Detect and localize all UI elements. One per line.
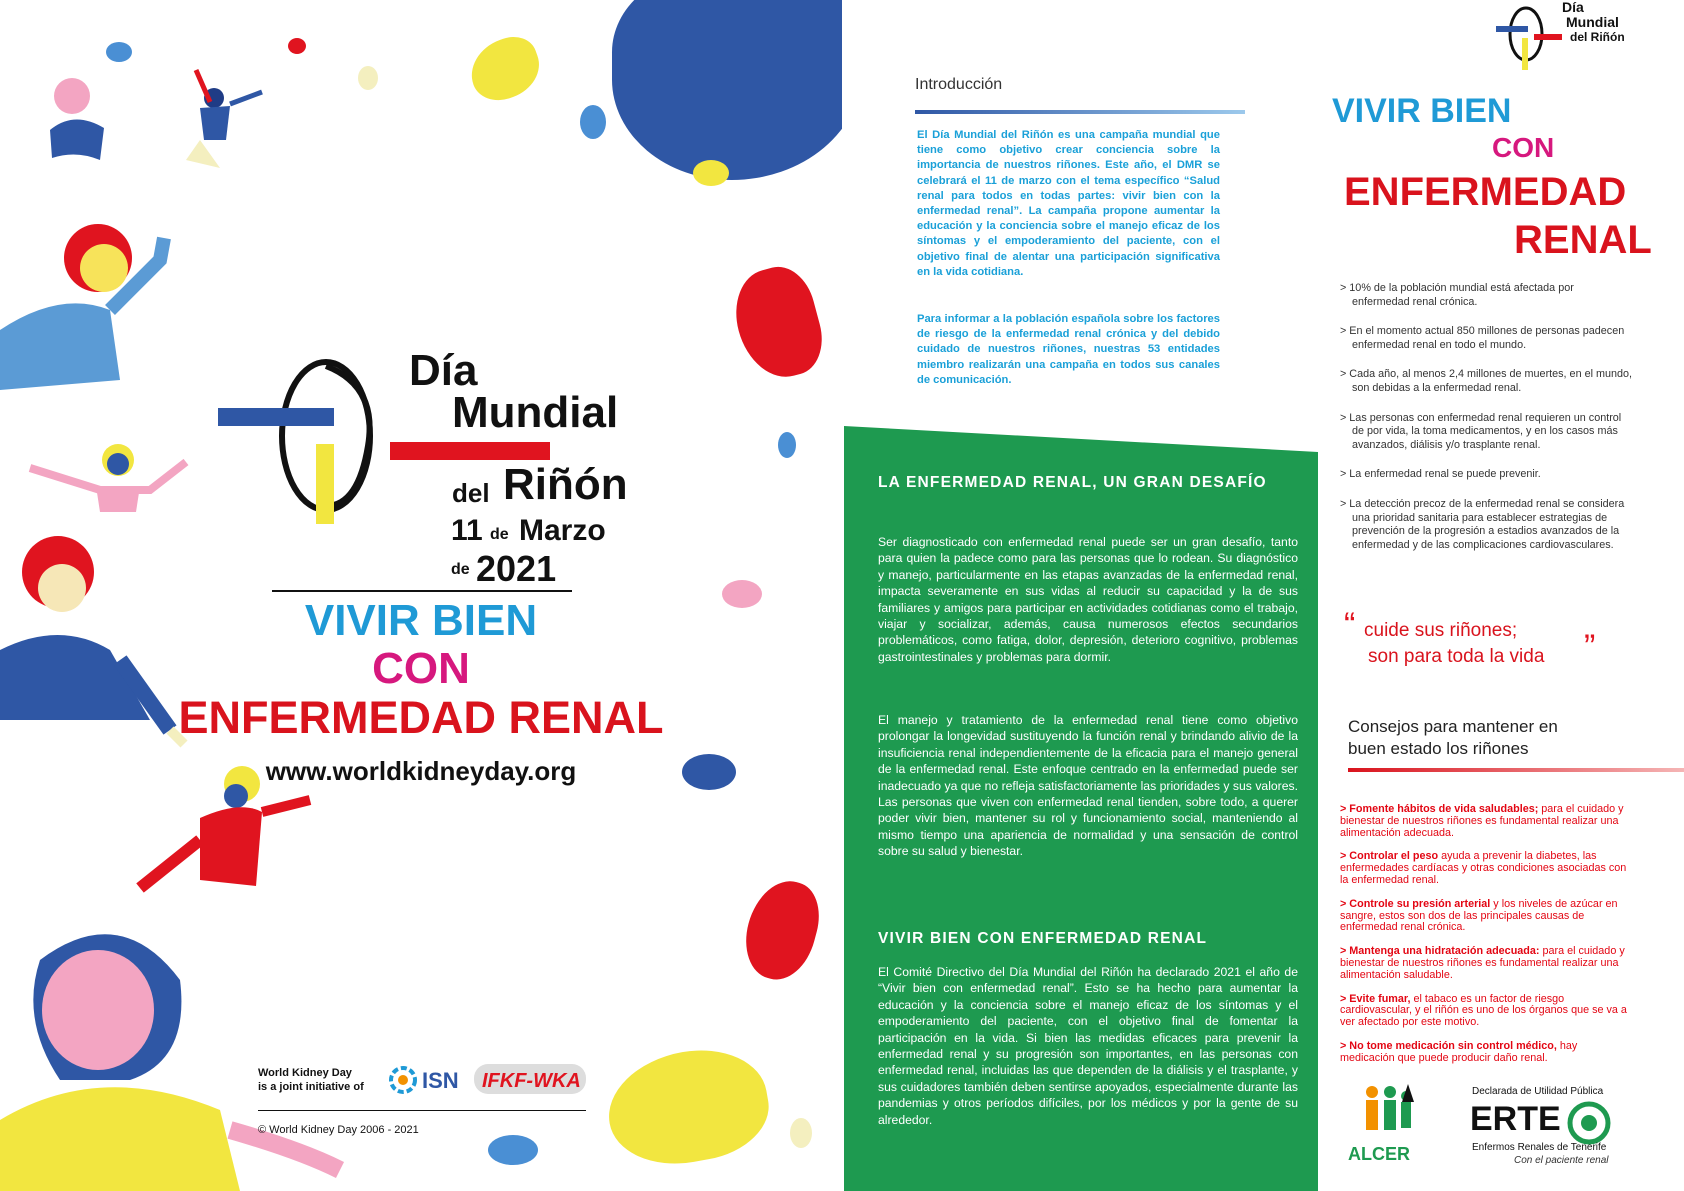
close-quote-icon: ” <box>1584 628 1596 666</box>
logo-line-rinon: Riñón <box>503 460 628 509</box>
fact-item: > Cada año, al menos 2,4 millones de muertes, en el mundo, son debidas a la enfermedad renal. <box>1340 368 1632 394</box>
erte-logo-icon <box>1566 1100 1612 1146</box>
initiative-line2: is a joint initiative of <box>258 1081 364 1093</box>
fact-item: > En el momento actual 850 millones de personas padecen enfermedad renal en todo el mundo. <box>1340 325 1625 351</box>
leaflet-title-line3: ENFERMEDAD <box>1344 170 1627 214</box>
quote-line1: cuide sus riñones; <box>1364 620 1518 641</box>
green-heading2: VIVIR BIEN CON ENFERMEDAD RENAL <box>878 930 1208 947</box>
tip-item <box>1340 899 1632 934</box>
erte-top-text: Declarada de Utilidad Pública <box>1472 1086 1604 1097</box>
logo-date-de-year: de <box>451 561 470 578</box>
fact-item: > La detección precoz de la enfermedad renal se considera una prioridad sanitaria para establecer estrategias de prevención de la progresión a estadios avanzados de la enfermedad y de las complicaciones cardiovasculares. <box>1340 497 1625 551</box>
logo-date-day: 11 <box>451 514 483 547</box>
intro-paragraph2: Para informar a la población española sobre los factores de riesgo de la enfermedad renal crónica y del debido cuidado de nuestros riñones, nuestras 53 entidades miembro realizarán una campaña en todos sus canales de comunicación. <box>917 313 1220 386</box>
intro-heading: Introducción <box>915 76 1003 93</box>
fact-item: > La enfermedad renal se puede prevenir. <box>1340 468 1541 481</box>
leaflet-title-line2: CON <box>1492 132 1555 163</box>
facts-list <box>1340 282 1632 568</box>
tip-text: ayuda a prevenir la diabetes, las enfermedades cardíacas y otras condiciones asociadas con la enfermedad renal. <box>1340 850 1627 886</box>
intro-underline <box>915 110 1245 114</box>
tip-bold: > Evite fumar, <box>1340 992 1411 1005</box>
green-heading1: LA ENFERMEDAD RENAL, UN GRAN DESAFÍO <box>878 474 1267 491</box>
advice-heading-line2: buen estado los riñones <box>1348 739 1529 758</box>
tip-text: y los niveles de azúcar en sangre, estos son dos de las principales causas de enfermedad renal crónica. <box>1340 897 1618 934</box>
isn-label: ISN <box>422 1068 459 1093</box>
logo-date-month: Marzo <box>519 514 606 547</box>
tip-text: para el cuidado y bienestar de nuestros riñones es fundamental realizar una alimentación adecuada. <box>1340 803 1624 839</box>
tip-bold: > No tome medicación sin control médico, <box>1340 1039 1557 1052</box>
intro-paragraph1: El Día Mundial del Riñón es una campaña mundial que tiene como objetivo crear conciencia sobre la importancia de nuestros riñones. Este año, el DMR se celebrará el 11 de marzo con el tema específico “Salud renal para todos en todas partes: vivir bien con la enfermedad renal”. La campaña propone aumentar la educación y la conciencia sobre el manejo eficaz de los síntomas y el empoderamiento del paciente, con el objetivo final de alentar una participación significativa en la vida cotidiana. <box>917 129 1220 278</box>
leaflet-title-line4: RENAL <box>1514 218 1652 262</box>
mini-logo-mark <box>1492 4 1562 78</box>
mini-logo-line1: Día <box>1562 0 1584 15</box>
mini-logo-line3: del Riñón <box>1570 30 1625 44</box>
leaflet-title-line1: VIVIR BIEN <box>1332 92 1512 130</box>
alcer-logo-icon <box>1352 1082 1422 1152</box>
isn-logo-icon <box>387 1064 419 1096</box>
advice-underline <box>1348 768 1684 772</box>
green-paragraph3: El Comité Directivo del Día Mundial del Riñón ha declarado 2021 el año de “Vivir bien con enfermedad renal”. Esto se ha hecho para aumentar la educación y la conciencia sobre el manejo eficaz de los síntomas y el empoderamiento del paciente, con el objetivo final de fomentar la participación en la vida. Si bien las medidas eficaces para prevenir la enfermedad renal y su progresión son importantes, en las personas con enfermedad renal, incluidas las que dependen de la diálisis y el trasplante, y sus cuidadores también deben sentirse apoyados, especialmente durante las pandemias y otros períodos difíciles, por los médicos y por la gente de su alrededor. <box>878 965 1298 1127</box>
tip-item <box>1340 946 1632 981</box>
erte-subtitle: Enfermos Renales de Tenerife <box>1472 1142 1607 1153</box>
green-paragraph1: Ser diagnosticado con enfermedad renal puede ser un gran desafío, tanto para quien la padece como para las personas que lo rodean. Su diagnóstico y manejo, particularmente en las etapas avanzadas de la enfermedad renal, impacta severamente en sus vidas al reducir su capacidad y la de sus familiares y amigos para participar en actividades cotidianas como el trabajo, viajar y socializar, además, causa numerosos efectos secundarios problemáticos, como fatiga, dolor, depresión, deterioro cognitivo, problemas gastrointestinales y problemas para dormir. <box>878 535 1298 664</box>
tip-bold: > Mantenga una hidratación adecuada: <box>1340 945 1540 958</box>
fact-item: > Las personas con enfermedad renal requieren un control de por vida, la toma medicamentos, y en los casos más avanzados, diálisis y/o trasplante renal. <box>1340 411 1622 451</box>
poster-slogan-line3: ENFERMEDAD RENAL <box>178 692 664 743</box>
quote-line2: son para toda la vida <box>1368 646 1545 667</box>
person-illustration <box>0 224 164 390</box>
person-illustration <box>50 78 104 160</box>
tip-text: el tabaco es un factor de riesgo cardiovascular, y el riñón es uno de los órganos que se va a ver afectado por este motivo. <box>1340 992 1627 1029</box>
tip-text: para el cuidado y bienestar de nuestros riñones es fundamental realizar una alimentación saludable. <box>1340 945 1625 981</box>
tip-text: hay medicación que puede producir daño renal. <box>1340 1039 1578 1064</box>
leaflet-panel <box>842 0 1684 1191</box>
divider <box>272 590 572 592</box>
advice-heading-line1: Consejos para mantener en <box>1348 717 1558 736</box>
footer-divider <box>258 1110 586 1111</box>
tip-item <box>1340 994 1632 1029</box>
tip-bold: > Controle su presión arterial <box>1340 897 1491 910</box>
tips-list <box>1340 804 1632 1077</box>
ifkf-label: IFKF-WKA <box>482 1070 581 1092</box>
mini-logo-line2: Mundial <box>1566 14 1619 30</box>
initiative-text <box>258 1066 364 1094</box>
poster-slogan-line1: VIVIR BIEN <box>304 596 538 645</box>
logo-date-year: 2021 <box>476 548 557 589</box>
person-illustration <box>0 934 340 1191</box>
erte-tagline: Con el paciente renal <box>1514 1155 1609 1166</box>
erte-name: ERTE <box>1470 1100 1561 1138</box>
poster-slogan-line2: CON <box>372 644 470 693</box>
tip-item <box>1340 851 1632 886</box>
copyright: © World Kidney Day 2006 - 2021 <box>258 1124 419 1136</box>
person-illustration <box>186 70 262 168</box>
tip-item <box>1340 1041 1632 1065</box>
green-paragraph2: El manejo y tratamiento de la enfermedad renal tiene como objetivo prolongar la longevidad sustituyendo la función renal y brindando alivio de la insuficiencia renal independientemente de la eficacia para el manejo general de la enfermedad renal. Este enfoque centrado en la enfermedad puede ser inadecuado ya que no refleja satisfactoriamente las prioridades y sus valores. Las personas que viven con enfermedad renal tienden, sobre todo, a querer poder vivir bien, mantener su rol y funcionamiento social, manteniendo al mismo tiempo una apariencia de normalidad y una sensación de control sobre su salud y bienestar. <box>878 713 1298 859</box>
person-illustration <box>30 444 186 512</box>
fact-item: > 10% de la población mundial está afectada por enfermedad renal crónica. <box>1340 282 1574 308</box>
website-link[interactable]: www.worldkidneyday.org <box>265 756 577 786</box>
alcer-label: ALCER <box>1348 1144 1410 1164</box>
open-quote-icon: “ <box>1344 606 1356 644</box>
logo-line-mundial: Mundial <box>452 388 619 437</box>
tip-item <box>1340 804 1632 839</box>
mini-logo-text <box>1558 0 1625 45</box>
initiative-line1: World Kidney Day <box>258 1067 352 1079</box>
tip-bold: > Fomente hábitos de vida saludables; <box>1340 803 1539 815</box>
logo-date-de: de <box>490 526 509 543</box>
advice-heading <box>1348 716 1558 760</box>
logo-line-dia: Día <box>409 346 478 395</box>
logo-line-del: del <box>452 478 490 508</box>
tip-bold: > Controlar el peso <box>1340 850 1439 863</box>
